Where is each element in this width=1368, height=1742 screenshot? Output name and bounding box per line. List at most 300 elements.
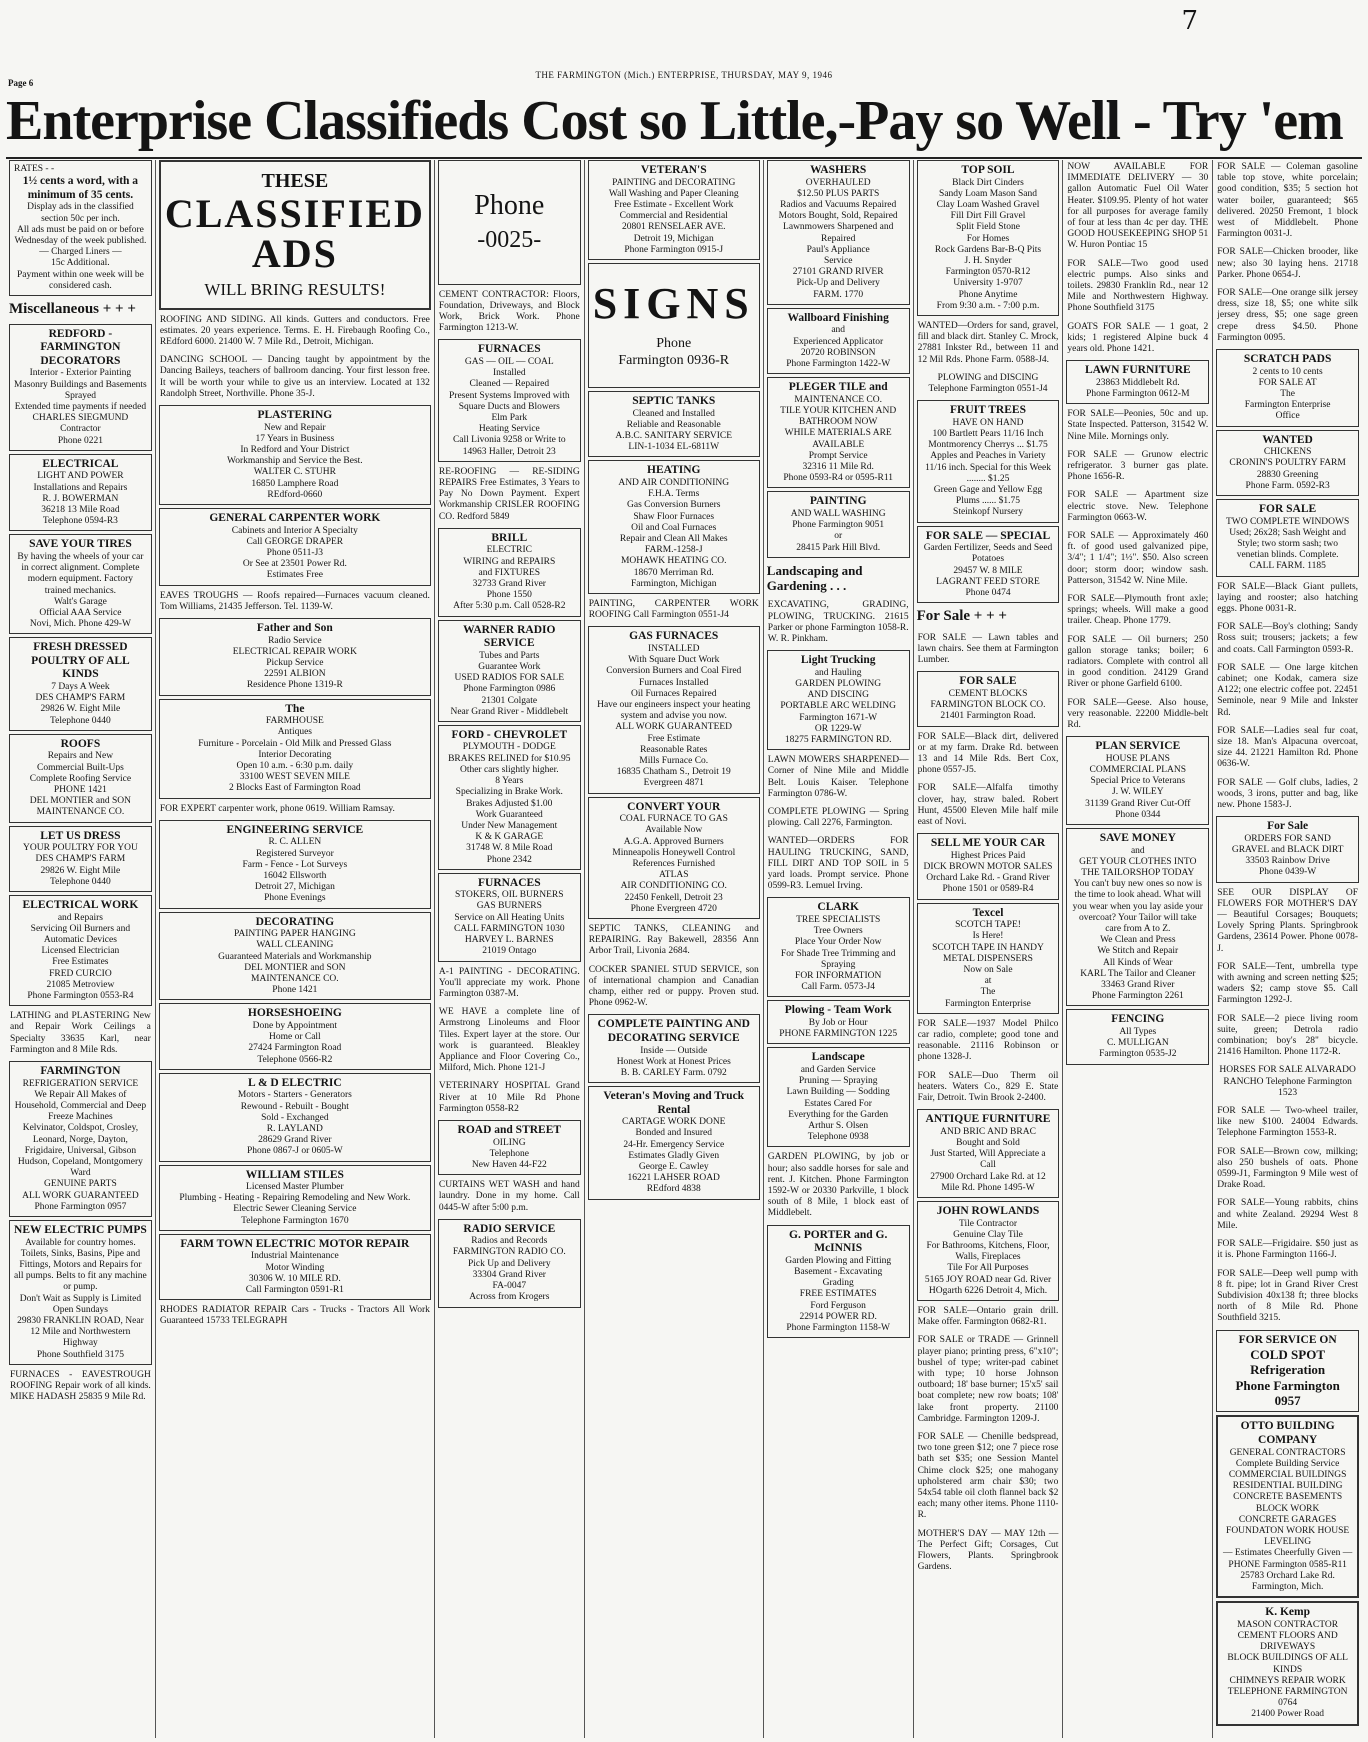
- for-sale-heading: For Sale + + +: [916, 608, 1007, 625]
- ad-line: Cleaned and Installed: [632, 408, 715, 419]
- ad-line: Everything for the Garden: [788, 1109, 889, 1120]
- ad-line: Tile Contractor: [959, 1218, 1017, 1229]
- ad-line: FRUIT TREES: [950, 404, 1026, 417]
- fencing-ad: [1066, 1009, 1209, 1064]
- ad-line: OVERHAULED: [805, 177, 871, 188]
- handwritten-page-mark: 7: [1181, 6, 1198, 36]
- ad-line: TOP SOIL: [961, 164, 1015, 176]
- ad-line: PAINTING and DECORATING: [612, 177, 736, 188]
- ad-line: PAINTING: [809, 495, 867, 508]
- miscellaneous-heading: Miscellaneous + + +: [9, 300, 136, 317]
- golf-clubs-ad: FOR SALE — Golf clubs, ladies, 2 woods, 3 irons, putter and bag, like new. Phone 1583-J.: [1217, 777, 1359, 811]
- oil-burners-ad: FOR SALE — Oil burners; 250 gallon storage tanks; boiler; 6 radiators. Complete with control all in good condition. 24129 Grand River or phone Garfield 6100.: [1067, 634, 1209, 690]
- grunow-refrigerator-ad: FOR SALE — Grunow electric refrigerator. 3 burner gas plate. Phone 1656-R.: [1067, 449, 1209, 483]
- ad-line: References Furnished: [632, 858, 716, 869]
- ad-line: BLOCK BUILDINGS OF ALL KINDS: [1227, 1653, 1348, 1675]
- ad-line: Installed: [492, 368, 526, 379]
- used-pumps-ad: FOR SALE—Two good used electric pumps. Also sinks and toilets. 29830 Franklin Rd., near 12 Mile and Northwestern Highway. Phone Southfield 3175: [1067, 258, 1209, 314]
- ad-line: MAINTENANCE CO.: [36, 807, 125, 818]
- tailorshop-ad: [1066, 828, 1209, 1006]
- ad-line: DES CHAMP'S FARM: [35, 854, 126, 865]
- ad-line: Call Farm. 0573-J4: [801, 982, 875, 993]
- ad-line: Licensed Electrician: [41, 946, 120, 957]
- ad-line: Motor Winding: [265, 1262, 325, 1273]
- ad-line: FENCING: [1111, 1013, 1165, 1026]
- ad-line: FREE ESTIMATES: [799, 1289, 877, 1300]
- ad-line: FARM.-1258-J: [644, 545, 703, 556]
- ad-line: DICK BROWN MOTOR SALES: [923, 862, 1053, 873]
- promo-these: THESE: [261, 170, 329, 192]
- ad-line: Grading: [822, 1278, 854, 1289]
- wanted-hauling-ad: WANTED—ORDERS FOR HAULING TRUCKING, SAND, FILL DIRT AND TOP SOIL in 5 yard loads. Prompt service. Phone 0599-R3. Lemuel Irving.: [767, 836, 909, 892]
- ad-line: BRILL: [491, 531, 528, 544]
- ad-line: Masonry Buildings and Basements Sprayed: [14, 379, 147, 401]
- ad-line: WHILE MATERIALS ARE AVAILABLE: [784, 428, 892, 450]
- ad-line: 21400 Power Road: [1251, 1709, 1325, 1720]
- ad-line: All Kinds of Wear: [1103, 957, 1173, 968]
- ad-line: CEMENT FLOORS AND DRIVEWAYS: [1237, 1630, 1338, 1653]
- promo-ads: ADS: [251, 230, 338, 276]
- ad-line: TELEPHONE FARMINGTON 0764: [1227, 1686, 1348, 1709]
- ad-line: Antiques: [277, 727, 312, 738]
- ad-line: Black Dirt Cinders: [952, 177, 1024, 188]
- signs-word: SIGNS: [592, 278, 755, 328]
- ad-line: Highest Prices Paid: [950, 850, 1026, 861]
- ad-line: CHARLES SIEGMUND: [32, 413, 129, 424]
- ad-line: 16042 Ellsworth: [263, 870, 327, 881]
- ad-line: 21085 Metroview: [46, 979, 115, 990]
- jersey-dress-ad: FOR SALE—One orange silk jersey dress, size 18, $5; one white silk jersey dress, $5; one sage green crepe dress $4.50. Phone Farmington 0095.: [1217, 288, 1359, 343]
- ad-line: PLAN SERVICE: [1095, 740, 1181, 753]
- ad-line: HAVE ON HAND: [952, 417, 1024, 428]
- ad-line: The: [1280, 389, 1296, 400]
- ad-line: WILLIAM STILES: [245, 1168, 344, 1181]
- eaves-troughs-ad: EAVES TROUGHS — Roofs repaired—Furnaces vacuum cleaned. Tom Williams, 21435 Jefferson. Tel. 1139-W.: [159, 590, 430, 612]
- ad-line: TREE SPECIALISTS: [796, 914, 881, 925]
- ad-line: Plumbing - Heating - Repairing Remodeling and New Work. Electric Sewer Cleaning Service: [179, 1193, 411, 1215]
- ad-line: Phone Farm. 0592-R3: [1245, 480, 1330, 491]
- ad-line: Rewound - Rebuilt - Bought: [240, 1101, 349, 1112]
- ad-line: Free Estimate: [647, 733, 700, 744]
- ad-line: Experienced Applicator: [793, 336, 884, 347]
- ad-line: AND AIR CONDITIONING: [618, 477, 730, 488]
- geese-ad: FOR SALE—Geese. Also house, very reasonable. 22200 Middle-belt Rd.: [1067, 697, 1209, 731]
- ad-line: Kelvinator, Coldspot, Crosley, Leonard, Norge, Dayton, Frigidaire, Universal, Gibson Hudson, Copeland, Montgomery Ward: [17, 1123, 143, 1179]
- ad-line: Present Systems Improved with Square Ducts and Blowers: [449, 390, 570, 412]
- duo-therm-ad: FOR SALE—Duo Therm oil heaters. Waters Co., 829 E. State Fair, Detroit. Twin Brook 2-2400.: [917, 1070, 1059, 1104]
- page-number: Page 6: [8, 78, 34, 88]
- ad-line: Office: [1275, 411, 1300, 422]
- ad-line: Reasonable Rates: [640, 744, 708, 755]
- ad-line: For Shade Tree Trimming and Spraying: [780, 948, 896, 970]
- ad-line: Detroit 19, Michigan: [633, 233, 714, 244]
- ad-line: A.G.A. Approved Burners: [623, 836, 724, 847]
- horses-for-sale-ad: HORSES FOR SALE ALVARADO RANCHO Telephone Farmington 1523: [1219, 1065, 1356, 1098]
- ad-line: Phone 1421: [272, 985, 318, 996]
- ad-line: CARTAGE WORK DONE: [621, 1117, 726, 1128]
- landscape-garden-ad: [767, 1047, 910, 1147]
- ad-line: Farmington 1671-W: [799, 712, 878, 723]
- ad-line: FRESH DRESSED POULTRY OF ALL KINDS: [31, 641, 130, 681]
- brown-cow-ad: FOR SALE—Brown cow, milking; also 250 bushels of oats. Phone 0599-J1, Farmington 9 Mile west of Drake Road.: [1217, 1146, 1359, 1191]
- ad-line: YOUR POULTRY FOR YOU: [23, 843, 138, 854]
- ad-line: 32316 11 Mile Rd.: [802, 461, 874, 472]
- ad-line: COMMERCIAL BUILDINGS RESIDENTIAL BUILDING: [1228, 1469, 1347, 1492]
- ad-line: Father and Son: [256, 622, 333, 635]
- reroofing-ad: RE-ROOFING — RE-SIDING REPAIRS Free Estimates, 3 Years to Pay No Down Payment. Expert Workmanship CRISLER ROOFING CO. Redford 5849: [438, 466, 580, 522]
- classified-ads-promo: [159, 160, 431, 310]
- ad-line: FARM. 1770: [813, 289, 864, 300]
- ad-line: GET YOUR CLOTHES INTO THE TAILORSHOP TODAY: [1079, 856, 1197, 879]
- save-your-tires-ad: [9, 534, 152, 634]
- farm-town-electric-ad: [159, 1234, 431, 1300]
- ad-line: Commercial Built-Ups: [37, 762, 124, 773]
- ad-line: JOHN ROWLANDS: [936, 1205, 1040, 1218]
- ad-line: Phone Farmington 0957: [34, 1201, 127, 1212]
- clark-tree-ad: [767, 897, 910, 997]
- ad-line: and Hauling: [814, 667, 862, 678]
- ad-line: Pruning — Spraying: [798, 1076, 878, 1087]
- ad-line: AIR CONDITIONING CO.: [620, 881, 727, 892]
- ad-line: Or See at 23501 Power Rd.: [242, 559, 347, 570]
- ad-line: ELECTRICAL REPAIR WORK: [232, 646, 357, 657]
- ad-line: LAGRANT FEED STORE: [936, 576, 1040, 587]
- ad-line: K & K GARAGE: [475, 832, 544, 843]
- ad-line: FOUNDATON WORK HOUSE LEVELING: [1226, 1525, 1350, 1548]
- ad-line: Wall Washing and Paper Cleaning: [608, 188, 739, 199]
- electric-stove-ad: FOR SALE — Apartment size electric stove. New. Telephone Farmington 0663-W.: [1067, 490, 1209, 523]
- ad-line: 16850 Lamphere Road: [251, 478, 339, 489]
- ad-line: 31139 Grand River Cut-Off: [1085, 798, 1191, 809]
- ad-line: FARMINGTON: [40, 1064, 121, 1077]
- ad-line: Cleaned — Repaired: [469, 379, 550, 390]
- ad-line: 1½ cents a word, with a minimum of 35 cents.: [22, 175, 139, 201]
- sale-or-trade-ad: FOR SALE or TRADE — Grinnell player piano; printing press, 6"x10"; bushel of type; writer-pad cabinet with type; 10 horse Johnson outboard; 18' base burner; 15'x5' sail boat complete; new row boats; 108' lake front property. 21100 Cambridge. Farmington 1209-J.: [917, 1335, 1059, 1424]
- painting-wall-washing-ad: [767, 491, 910, 557]
- ad-line: ALL WORK GUARANTEED: [22, 1190, 139, 1201]
- ad-line: ROAD and STREET: [457, 1123, 562, 1136]
- column-5: [763, 160, 913, 1738]
- ad-line: Used; 26x28; Sash Weight and Style; two storm sash; two venetian blinds. Complete.: [1229, 527, 1346, 561]
- ad-line: Done by Appointment: [252, 1020, 338, 1031]
- ad-line: Conversion Burners and Coal Fired Furnaces Installed: [606, 666, 742, 688]
- ad-line: George E. Cawley: [638, 1162, 709, 1173]
- ad-line: SAVE MONEY: [1099, 832, 1176, 845]
- ad-line: Open 10 a.m. - 6:30 p.m. daily: [236, 760, 354, 771]
- giant-pullets-ad: FOR SALE—Black Giant pullets, laying and rooster; also hatching eggs. Phone 0031-R.: [1217, 581, 1359, 614]
- warner-radio-ad: [438, 620, 581, 722]
- philco-radio-ad: FOR SALE—1937 Model Philco car radio, complete; good tone and reasonable. 21116 Robinson or phone 1328-J.: [917, 1018, 1059, 1063]
- convert-furnace-ad: [588, 797, 760, 919]
- ad-line: You can't buy new ones so now is the time to look ahead. What will you wear when you lay aside your overcoat? Your Tailor will take care from A to Z.: [1072, 879, 1203, 935]
- ad-line: Official AAA Service: [39, 607, 122, 618]
- frigidaire-ad: FOR SALE—Frigidaire. $50 just as it is. Phone Farmington 1166-J.: [1217, 1239, 1359, 1261]
- ad-line: WANTED: [1262, 433, 1313, 446]
- ad-line: 29826 W. Eight Mile: [40, 704, 121, 715]
- ad-line: Contractor: [60, 424, 101, 435]
- ad-line: 24-Hr. Emergency Service: [623, 1139, 725, 1150]
- ad-line: Cabinets and Interior A Specialty: [231, 525, 358, 536]
- ad-line: Guaranteed Materials and Workmanship: [218, 951, 372, 962]
- ad-line: and FIXTURES: [478, 567, 541, 578]
- ad-line: Estimates Free: [266, 570, 323, 581]
- painting-carpenter-ad: PAINTING, CARPENTER WORK ROOFING Call Farmington 0551-J4: [588, 598, 759, 621]
- ad-line: SEPTIC TANKS: [632, 395, 716, 408]
- plastering-ad: [159, 405, 431, 505]
- ad-line: REdford 4838: [646, 1184, 701, 1195]
- ad-line: C. MULLIGAN: [1106, 1038, 1169, 1049]
- garden-plowing-ad: GARDEN PLOWING, by job or hour; also saddle horses for sale and rent. J. Kitchen. Phone Farmington 1592-W or 20330 Parkville, 1 block south of 8 Mile, 1 block east of Middlebelt.: [767, 1152, 909, 1219]
- pleger-tile-ad: [767, 377, 910, 488]
- ad-line: Phone Farmington 0915-J: [624, 244, 724, 255]
- otto-building-ad: [1216, 1415, 1359, 1598]
- phone-word: Phone: [474, 190, 545, 221]
- ad-line: and: [831, 325, 846, 336]
- lagrant-feed-ad: [917, 526, 1060, 604]
- ad-line: Phone 0867-J or 0605-W: [246, 1146, 343, 1157]
- ad-line: Motors - Starters - Generators: [237, 1090, 352, 1101]
- ad-line: Elm Park: [491, 412, 528, 423]
- ld-electric-ad: [159, 1073, 431, 1162]
- ad-line: 28415 Park Hill Blvd.: [796, 542, 881, 553]
- ad-line: NEW ELECTRIC PUMPS: [14, 1223, 147, 1236]
- ad-line: Phone 0511-J3: [266, 548, 324, 559]
- ad-line: Minneapolis Honeywell Control: [612, 847, 736, 858]
- ad-line: Ford Ferguson: [810, 1300, 866, 1311]
- ad-line: The: [980, 987, 996, 998]
- ad-line: TILE YOUR KITCHEN AND BATHROOM NOW: [780, 405, 897, 428]
- ad-line: R. C. ALLEN: [268, 837, 322, 848]
- ad-line: Telephone 0440: [50, 715, 111, 726]
- ad-line: 28830 Greening: [1256, 469, 1319, 480]
- ad-line: Landscape: [811, 1051, 865, 1064]
- ad-line: FOR SALE — SPECIAL: [925, 529, 1051, 542]
- ad-line: Wallboard Finishing: [787, 311, 889, 324]
- elm-park-furnaces-ad: [438, 339, 581, 461]
- ad-line: Just Started, Will Appreciate a Call: [930, 1149, 1046, 1171]
- ad-line: 31748 W. 8 Mile Road: [466, 843, 553, 854]
- sell-your-car-ad: [917, 833, 1060, 899]
- ad-line: All ads must be paid on or before Wednesday of the week published.: [14, 224, 147, 246]
- ad-line: Tile For All Purposes: [947, 1263, 1029, 1274]
- ad-line: Tubes and Parts: [479, 650, 540, 661]
- ad-line: FORD - CHEVROLET: [451, 728, 568, 741]
- father-son-radio-ad: [159, 618, 431, 696]
- gas-furnaces-ad: [588, 626, 760, 793]
- ad-line: GARDEN PLOWING: [795, 678, 882, 689]
- kk-garage-ad: [438, 725, 581, 870]
- antique-furniture-ad: [917, 1109, 1060, 1198]
- ad-line: MASON CONTRACTOR: [1237, 1619, 1339, 1630]
- expert-carpenter-ad: FOR EXPERT carpenter work, phone 0619. William Ramsay.: [159, 803, 395, 814]
- horseshoeing-ad: [159, 1003, 431, 1069]
- ad-line: 17 Years in Business: [255, 433, 335, 444]
- engineering-service-ad: [159, 820, 431, 909]
- ad-line: Phone Evenings: [264, 893, 326, 904]
- ad-line: 5165 JOY ROAD near Gd. River: [924, 1274, 1052, 1285]
- lathing-plastering-ad: LATHING and PLASTERING New and Repair Work Ceilings a Specialty 33635 Karl, near Farmington and 8 Mile Rds.: [10, 1011, 151, 1055]
- ad-line: Estates Cared For: [804, 1098, 872, 1109]
- ad-line: Phone Southfield 3175: [36, 1349, 124, 1360]
- ad-line: FOR SALE: [959, 675, 1017, 688]
- ad-line: Light Trucking: [800, 654, 876, 667]
- ad-line: 2 cents to 10 cents: [1252, 366, 1323, 377]
- signs-phone-number: Farmington 0936-R: [618, 352, 730, 368]
- ad-line: REDFORD - FARMINGTON DECORATORS: [40, 327, 121, 367]
- ad-line: Special Price to Veterans: [1090, 776, 1186, 787]
- ad-line: Under New Management: [461, 820, 558, 831]
- ad-line: PHONE 1421: [53, 784, 107, 795]
- ad-line: Farmington Enterprise: [945, 998, 1031, 1009]
- ad-line: Phone Farmington 9051: [792, 520, 885, 531]
- ad-line: OTTO BUILDING COMPANY: [1240, 1420, 1335, 1446]
- ad-line: Garden Plowing and Fitting: [785, 1255, 892, 1266]
- ad-line: Farm - Fence - Lot Surveys: [242, 859, 348, 870]
- ad-line: 29826 W. Eight Mile: [40, 865, 121, 876]
- ad-line: Radios and Vacuums Repaired: [780, 199, 897, 210]
- road-oiling-ad: [438, 1120, 581, 1175]
- ad-line: HOgarth 6226 Detroit 4, Mich.: [928, 1285, 1048, 1296]
- top-soil-ad: [917, 160, 1060, 316]
- tent-ad: FOR SALE—Tent, umbrella type with awning and screen netting $25; waders $2; camp stove $5. Call Farmington 1292-J.: [1217, 961, 1359, 1006]
- ad-line: USED RADIOS FOR SALE: [454, 673, 565, 684]
- ad-line: RADIO SERVICE: [463, 1222, 556, 1235]
- ad-line: HARVEY L. BARNES: [464, 935, 554, 946]
- ad-line: Phone Anytime: [958, 289, 1018, 300]
- ad-line: CHICKENS: [1263, 447, 1312, 458]
- ad-line: Near Grand River - Middlebelt: [450, 706, 569, 717]
- ad-line: DES CHAMP'S FARM: [35, 693, 126, 704]
- column-2: [155, 160, 434, 1738]
- ad-line: The: [285, 702, 305, 715]
- dress-poultry-ad: [9, 826, 152, 892]
- ad-line: ORDERS FOR SAND: [1244, 833, 1331, 844]
- ad-line: OR 1229-W: [814, 723, 862, 734]
- ad-line: — Estimates Cheerfully Given —: [1222, 1548, 1353, 1559]
- ad-line: CHIMNEYS REPAIR WORK: [1229, 1675, 1346, 1686]
- electric-pumps-ad: [9, 1220, 152, 1365]
- ad-line: FURNACES: [477, 343, 541, 356]
- black-dirt-ad: FOR SALE—Black dirt, delivered or at my farm. Drake Rd. between 13 and 14 Mile Rds. Bert Cox, phone 0557-J5.: [917, 731, 1059, 776]
- ad-line: TWO COMPLETE WINDOWS: [1225, 516, 1350, 527]
- roofs-ad: [9, 734, 152, 823]
- ad-line: Phone Farmington 0986: [463, 684, 556, 695]
- septic-cleaning-ad: SEPTIC TANKS, CLEANING and REPAIRING. Ray Bakewell, 28356 Ann Arbor Trail, Livonia 2684.: [588, 923, 759, 957]
- ad-line: Phone 0221: [57, 435, 103, 446]
- lawn-tables-ad: FOR SALE — Lawn tables and lawn chairs. See them at Farmington Lumber.: [917, 632, 1059, 666]
- ad-line: PLYMOUTH - DODGE: [462, 742, 556, 753]
- signs-phone-label: Phone: [656, 335, 692, 351]
- ad-line: CONCRETE BASEMENTS BLOCK WORK: [1233, 1492, 1343, 1514]
- wanted-chickens-ad: [1216, 430, 1359, 496]
- fresh-poultry-ad: [9, 637, 152, 731]
- ad-line: FRED CURCIO: [49, 968, 112, 979]
- ad-line: WALTER C. STUHR: [253, 467, 336, 478]
- veterans-painting-ad: [588, 160, 760, 260]
- rowlands-tile-ad: [917, 1201, 1060, 1301]
- ad-line: CRONIN'S POULTRY FARM: [1229, 458, 1346, 469]
- banner-rule: [6, 157, 1362, 159]
- ad-line: Pick-Up and Delivery: [796, 278, 880, 289]
- ad-line: REdford-0660: [267, 489, 323, 500]
- ad-line: All Types: [1119, 1027, 1157, 1038]
- ad-line: Repairs and New: [47, 751, 114, 762]
- ad-line: and Repairs: [57, 912, 103, 923]
- ad-line: Repair and Clean All Makes: [619, 533, 728, 544]
- ad-line: SAVE YOUR TIRES: [29, 538, 132, 551]
- ad-line: ANTIQUE FURNITURE: [925, 1113, 1051, 1126]
- ad-line: Payment within one week will be considered cash.: [16, 269, 144, 291]
- ad-line: 33100 WEST SEVEN MILE: [239, 772, 350, 783]
- ad-line: Basement - Excavating: [794, 1266, 883, 1277]
- k-kemp-ad: [1216, 1601, 1359, 1725]
- ad-line: Veteran's Moving and Truck Rental: [603, 1090, 745, 1116]
- galvanized-pipe-ad: FOR SALE — Approximately 460 ft. of good used galvanized pipe, 3/4"; 1 1/4"; 1½". $50. Also screen door; storm door; window sash. Patterson, 31542 W. Nine Mile.: [1067, 531, 1209, 586]
- ad-line: FOR INFORMATION: [795, 971, 882, 981]
- ad-line: Phone Evergreen 4720: [630, 903, 717, 914]
- ad-line: LET US DRESS: [40, 829, 121, 842]
- ad-line: and: [1130, 845, 1145, 856]
- plymouth-axle-ad: FOR SALE—Plymouth front axle; springs; wheels. Will make a good trailer. Cheap. Phone 1779.: [1067, 594, 1209, 627]
- plowing-discing-ad: PLOWING and DISCING Telephone Farmington 0551-J4: [928, 372, 1048, 395]
- farmhouse-antiques-ad: [159, 699, 431, 799]
- ad-line: Call Livonia 9258 or Write to 14963 Haller, Detroit 23: [452, 435, 566, 457]
- ad-line: or: [834, 531, 843, 542]
- ad-line: ELECTRIC: [486, 545, 532, 556]
- mothers-day-ad: MOTHER'S DAY — MAY 12th — The Perfect Gift; Corsages, Cut Flowers, Plants. Springbrook Gardens.: [917, 1528, 1059, 1573]
- septic-tanks-ad: [588, 391, 760, 457]
- ad-line: Honest Work at Honest Prices: [616, 1056, 731, 1067]
- linoleum-ad: WE HAVE a complete line of Armstrong Linoleums and Floor Tiles. Expert layer at the store. Our work is guaranteed. Bleakley Appliance and Floor Covering Co., Milford, Mich. Phone 121-J: [438, 1007, 580, 1074]
- ad-line: J. W. WILEY: [1112, 787, 1164, 798]
- ad-line: A.B.C. SANITARY SERVICE: [615, 430, 733, 441]
- scotch-tape-ad: [917, 903, 1060, 1014]
- ad-line: at: [984, 976, 992, 987]
- ad-line: MOHAWK HEATING CO.: [620, 556, 727, 567]
- ad-line: Sandy Loam Mason Sand: [939, 188, 1037, 199]
- ad-line: Furniture - Porcelain - Old Milk and Pressed Glass: [198, 738, 392, 749]
- ad-line: Telephone 0566-R2: [257, 1054, 333, 1065]
- eavestrough-roofing-ad: FURNACES - EAVESTROUGH ROOFING Repair work of all kinds. MIKE HADASH 25835 9 Mile Rd.: [10, 1369, 151, 1403]
- signs-ad: [588, 263, 760, 388]
- lawn-furniture-ad: [1066, 360, 1209, 404]
- ad-line: Phone Farmington 1422-W: [786, 358, 891, 369]
- ad-line: Rock Gardens Bar-B-Q Pits: [934, 244, 1042, 255]
- column-3: [434, 160, 584, 1738]
- ad-line: 21401 Farmington Road.: [940, 711, 1036, 722]
- ad-line: CALL FARMINGTON 1030: [453, 923, 565, 934]
- ad-line: We Repair All Makes of Household, Commercial and Deep Freeze Machines: [14, 1089, 147, 1123]
- ad-line: 33304 Grand River: [472, 1269, 546, 1280]
- porter-mcinnis-ad: [767, 1225, 910, 1339]
- ad-line: Heating Service: [478, 424, 540, 435]
- cement-blocks-ad: [917, 671, 1060, 726]
- ad-line: Commercial and Residential: [619, 211, 728, 222]
- rates-title: RATES - -: [14, 164, 55, 174]
- ad-line: 27424 Farmington Road: [248, 1043, 342, 1054]
- veterinary-hospital-ad: VETERINARY HOSPITAL Grand River at 10 Mile Rd Phone Farmington 0558-R2: [438, 1081, 580, 1114]
- ad-line: Texcel: [972, 906, 1004, 919]
- ad-line: Clay Loam Washed Gravel: [936, 199, 1040, 210]
- ad-line: Green Gage and Yellow Egg Plums ...... $1.75: [933, 485, 1043, 507]
- trailer-ad: FOR SALE — Two-wheel trailer, like new $100. 24004 Edwards. Telephone Farmington 1553-R.: [1217, 1106, 1359, 1139]
- william-stiles-ad: [159, 1165, 431, 1231]
- ad-line: WIRING and REPAIRS: [463, 556, 556, 567]
- ad-line: New and Repair: [263, 422, 326, 433]
- ad-line: HEATING: [647, 464, 701, 477]
- ad-line: ENGINEERING SERVICE: [226, 823, 364, 836]
- ad-line: 28629 Grand River: [258, 1135, 332, 1146]
